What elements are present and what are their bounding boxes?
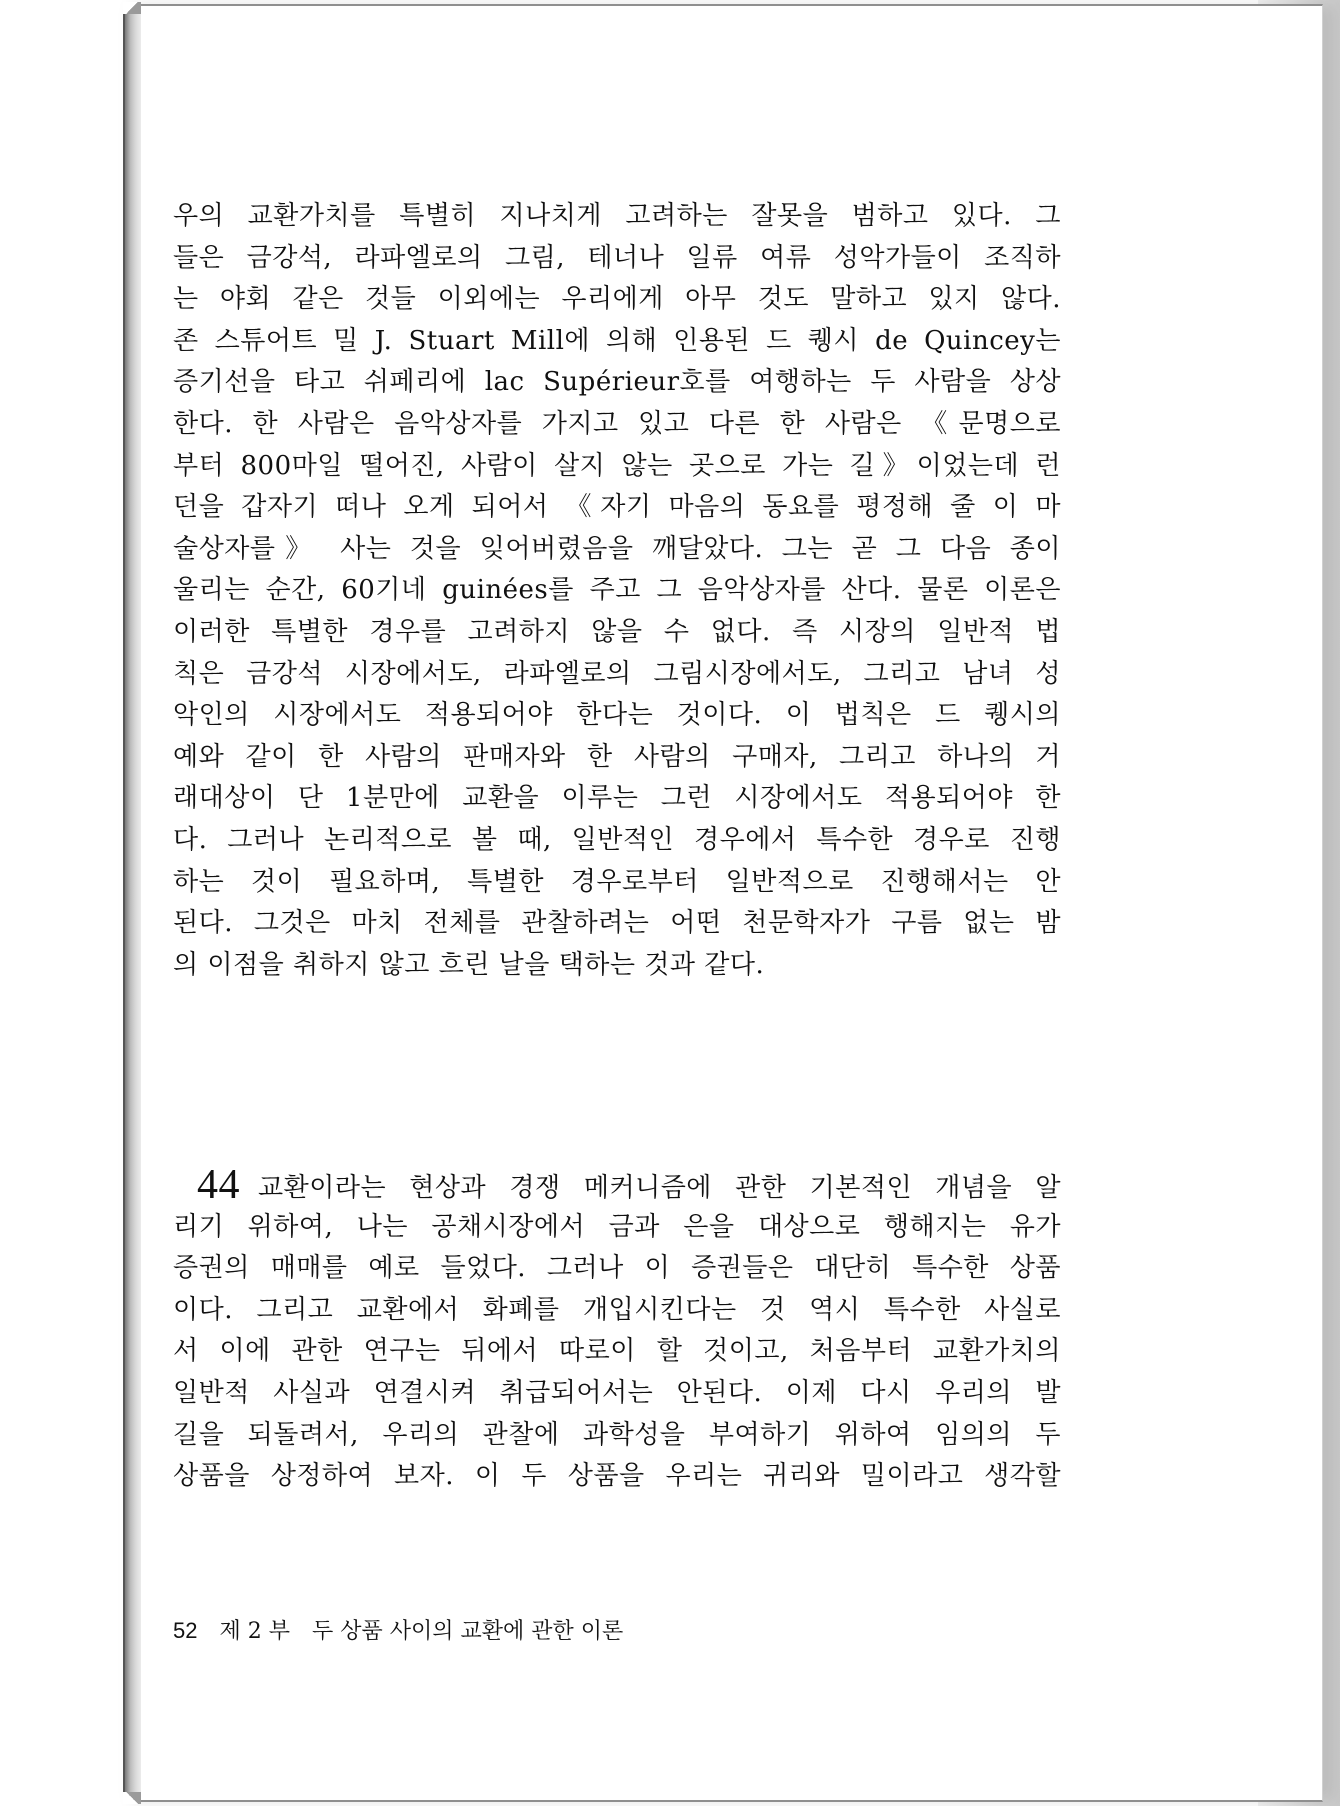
text-line: 는 야회 같은 것들 이외에는 우리에게 아무 것도 말하고 있지 않다. xyxy=(173,284,1061,315)
text-line: 증권의 매매를 예로 들었다. 그러나 이 증권들은 대단히 특수한 상품 xyxy=(173,1253,1061,1284)
text-line: 의 이점을 취하지 않고 흐린 날을 택하는 것과 같다. xyxy=(173,949,765,980)
text-line: 증기선을 타고 쉬페리에 lac Supérieur호를 여행하는 두 사람을 상상 xyxy=(173,367,1061,398)
section-number: 44 xyxy=(197,1162,240,1208)
text-line: 한다. 한 사람은 음악상자를 가지고 있고 다른 한 사람은 《문명으로 xyxy=(173,408,1061,439)
text-line: 존 스튜어트 밀 J. Stuart Mill에 의해 인용된 드 퀭시 de Quincey는 xyxy=(173,325,1061,356)
text-line: 교환이라는 현상과 경쟁 메커니즘에 관한 기본적인 개념을 알 xyxy=(258,1173,1061,1203)
text-line: 칙은 금강석 시장에서도, 라파엘로의 그림시장에서도, 그리고 남녀 성 xyxy=(173,658,1061,689)
section-44 xyxy=(173,1162,1061,1498)
text-line: 울리는 순간, 60기네 guinées를 주고 그 음악상자를 산다. 물론 이론은 xyxy=(173,575,1061,606)
text-line: 일반적 사실과 연결시켜 취급되어서는 안된다. 이제 다시 우리의 발 xyxy=(173,1377,1061,1408)
section-first-line xyxy=(173,1162,1061,1208)
text-line: 이러한 특별한 경우를 고려하지 않을 수 없다. 즉 시장의 일반적 법 xyxy=(173,616,1061,647)
text-line: 다. 그러나 논리적으로 볼 때, 일반적인 경우에서 특수한 경우로 진행 xyxy=(173,824,1061,855)
text-line: 술상자를》 사는 것을 잊어버렸음을 깨달았다. 그는 곧 그 다음 종이 xyxy=(173,533,1061,564)
paragraph-continued xyxy=(173,196,1061,986)
text-line: 부터 800마일 떨어진, 사람이 살지 않는 곳으로 가는 길》이었는데 런 xyxy=(173,450,1061,481)
text-line: 된다. 그것은 마치 전체를 관찰하려는 어떤 천문학자가 구름 없는 밤 xyxy=(173,908,1061,939)
page-footer xyxy=(173,1614,623,1645)
text-line: 예와 같이 한 사람의 판매자와 한 사람의 구매자, 그리고 하나의 거 xyxy=(173,741,1061,772)
footer-part-label: 제 2 부 xyxy=(219,1619,290,1644)
text-line: 래대상이 단 1분만에 교환을 이루는 그런 시장에서도 적용되어야 한 xyxy=(173,783,1061,814)
text-line: 길을 되돌려서, 우리의 관찰에 과학성을 부여하기 위하여 임의의 두 xyxy=(173,1419,1061,1450)
page-corner-bottom xyxy=(123,1792,141,1804)
body-paragraph-1 xyxy=(173,196,1061,986)
book-spine-edge xyxy=(123,6,141,1800)
text-line: 이다. 그리고 교환에서 화폐를 개입시킨다는 것 역시 특수한 사실로 xyxy=(173,1294,1061,1325)
footer-chapter-title: 두 상품 사이의 교환에 관한 이론 xyxy=(311,1619,624,1644)
page-number: 52 xyxy=(173,1618,198,1643)
text-line: 하는 것이 필요하며, 특별한 경우로부터 일반적으로 진행해서는 안 xyxy=(173,866,1061,897)
text-line: 상품을 상정하여 보자. 이 두 상품을 우리는 귀리와 밀이라고 생각할 xyxy=(173,1461,1061,1492)
text-line: 서 이에 관한 연구는 뒤에서 따로이 할 것이고, 처음부터 교환가치의 xyxy=(173,1336,1061,1367)
text-line: 악인의 시장에서도 적용되어야 한다는 것이다. 이 법칙은 드 퀭시의 xyxy=(173,700,1061,731)
text-line: 던을 갑자기 떠나 오게 되어서 《자기 마음의 동요를 평정해 줄 이 마 xyxy=(173,492,1061,523)
text-line: 들은 금강석, 라파엘로의 그림, 테너나 일류 여류 성악가들이 조직하 xyxy=(173,242,1061,273)
page-corner-top xyxy=(123,2,141,14)
text-line: 우의 교환가치를 특별히 지나치게 고려하는 잘못을 범하고 있다. 그 xyxy=(173,201,1061,231)
section-44-paragraph xyxy=(173,1162,1061,1498)
text-line: 리기 위하여, 나는 공채시장에서 금과 은을 대상으로 행해지는 유가 xyxy=(173,1211,1061,1242)
